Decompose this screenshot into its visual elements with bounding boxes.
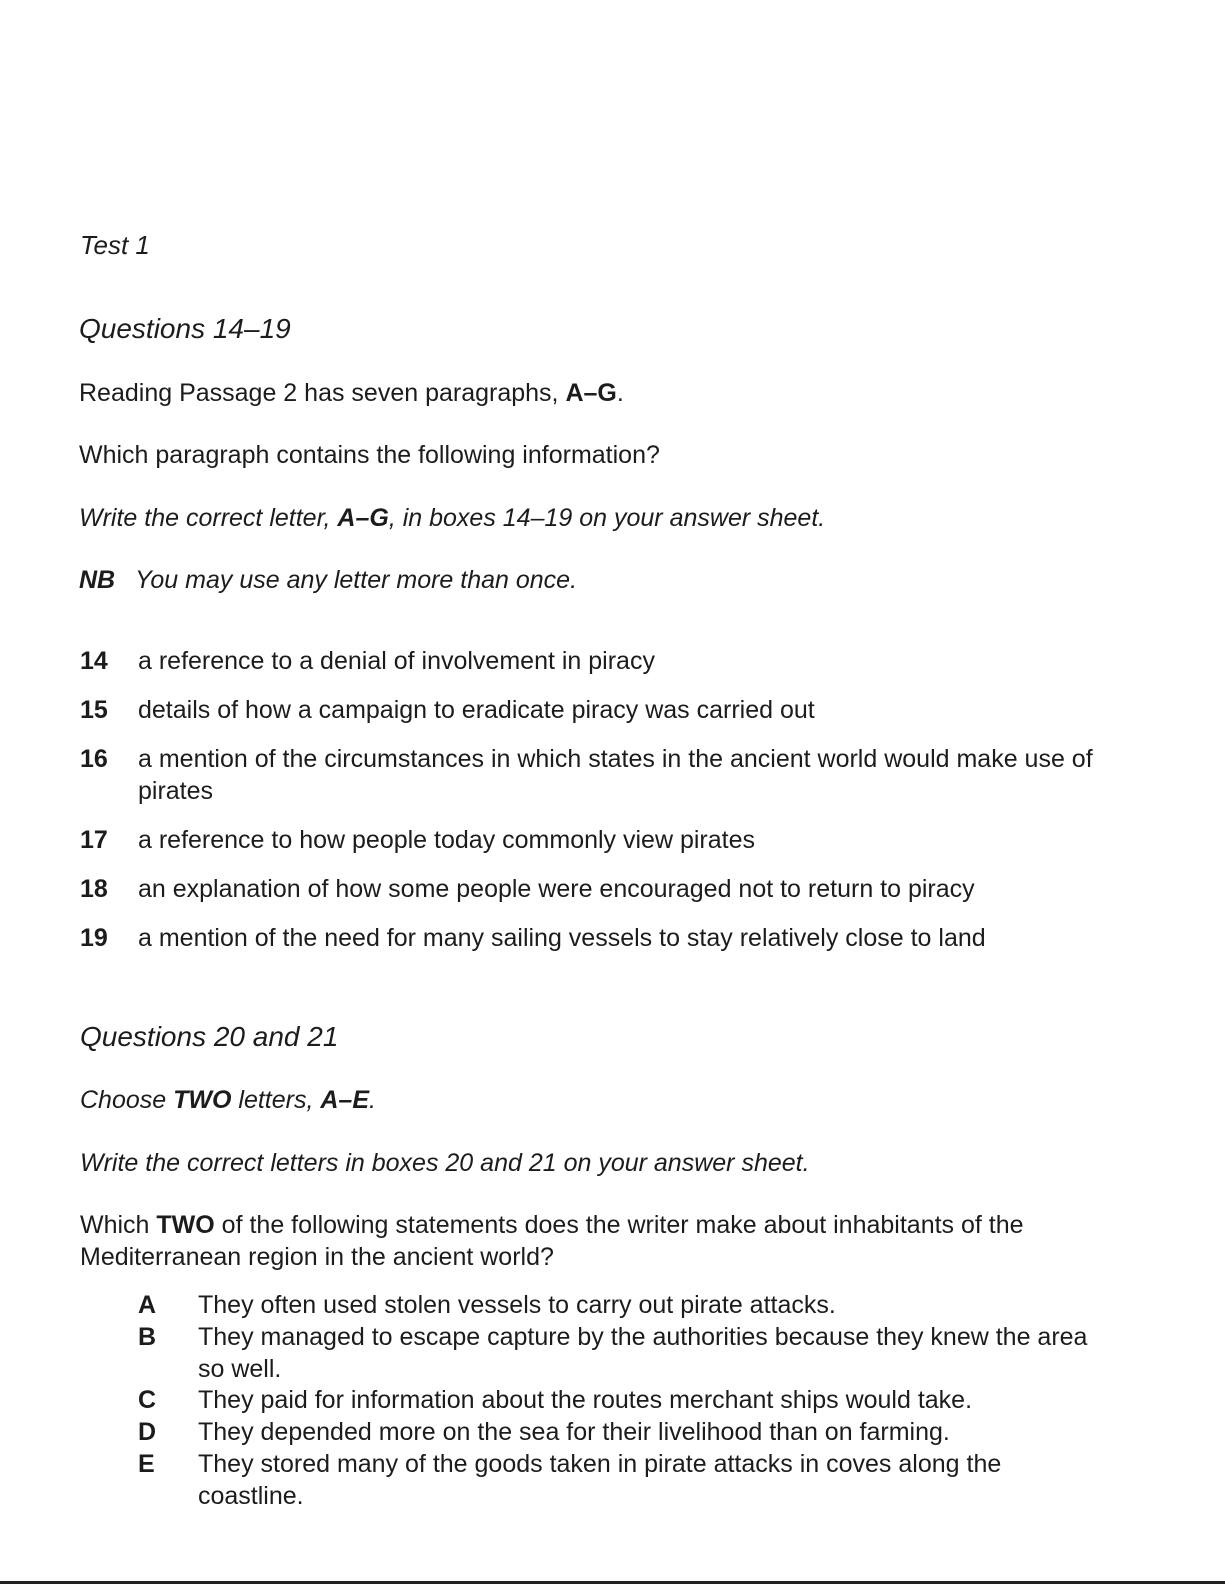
option-text: They stored many of the goods taken in pirate attacks in coves along the coastline.: [198, 1450, 1002, 1510]
intro-range: A–G: [565, 379, 617, 407]
question-text: a mention of the circumstances in which states in the ancient world would make use of pirates: [138, 745, 1093, 805]
option-text: They paid for information about the routes merchant ships would take.: [198, 1386, 973, 1414]
option-text: They often used stolen vessels to carry out pirate attacks.: [198, 1291, 836, 1319]
instruction-end: , in boxes 14–19 on your answer sheet.: [388, 504, 826, 532]
choose-count: TWO: [173, 1086, 232, 1114]
section-14-19-heading: Questions 14–19: [79, 313, 291, 344]
question-rest: of the following statements does the writer make about inhabitants of the Mediterranean region in the ancient world?: [80, 1211, 1024, 1271]
choose-end: .: [369, 1086, 376, 1114]
choose-range: A–E: [320, 1086, 370, 1114]
question-text: an explanation of how some people were encouraged not to return to piracy: [138, 875, 975, 903]
option-text: They managed to escape capture by the authorities because they knew the area so well.: [198, 1323, 1088, 1383]
section-20-21-choose: [80, 1086, 376, 1115]
instruction-text: Write the correct letter,: [79, 504, 338, 532]
section-20-21-question: [80, 1209, 1120, 1273]
option-letter: A: [138, 1291, 157, 1319]
question-text: Which: [80, 1211, 157, 1239]
question-text: a reference to a denial of involvement in piracy: [138, 647, 655, 675]
question-number: 14: [80, 647, 108, 675]
choose-mid: letters,: [231, 1086, 321, 1114]
option-letter: D: [138, 1418, 157, 1446]
choose-text: Choose: [80, 1086, 174, 1114]
question-count: TWO: [156, 1211, 215, 1239]
option-letter: E: [138, 1450, 155, 1478]
option-letter: C: [138, 1386, 157, 1414]
question-number: 19: [80, 924, 108, 952]
intro-end: .: [616, 379, 624, 407]
nb-text: You may use any letter more than once.: [135, 566, 578, 594]
question-text: a mention of the need for many sailing vessels to stay relatively close to land: [138, 924, 986, 952]
question-number: 15: [80, 696, 108, 724]
option-text: They depended more on the sea for their livelihood than on farming.: [198, 1418, 950, 1446]
instruction-range: A–G: [337, 504, 389, 532]
section-20-21-heading: Questions 20 and 21: [80, 1021, 339, 1052]
question-number: 18: [80, 875, 108, 903]
test-label: Test 1: [80, 230, 150, 260]
nb-label: NB: [79, 566, 116, 594]
question-text: a reference to how people today commonly view pirates: [138, 826, 755, 854]
section-20-21-instruction: Write the correct letters in boxes 20 and 21 on your answer sheet.: [80, 1149, 810, 1177]
question-text: details of how a campaign to eradicate piracy was carried out: [138, 696, 815, 724]
section-14-19-prompt: Which paragraph contains the following information?: [79, 441, 660, 469]
nb-note: [79, 566, 577, 595]
intro-text: Reading Passage 2 has seven paragraphs,: [79, 379, 566, 407]
page-bottom-rule: [0, 1581, 1225, 1584]
section-14-19-intro: [79, 379, 624, 408]
option-letter: B: [138, 1323, 157, 1351]
section-14-19-instruction: [79, 504, 825, 533]
question-number: 16: [80, 745, 108, 773]
question-number: 17: [80, 826, 108, 854]
question-list-14-19: [80, 645, 1140, 965]
